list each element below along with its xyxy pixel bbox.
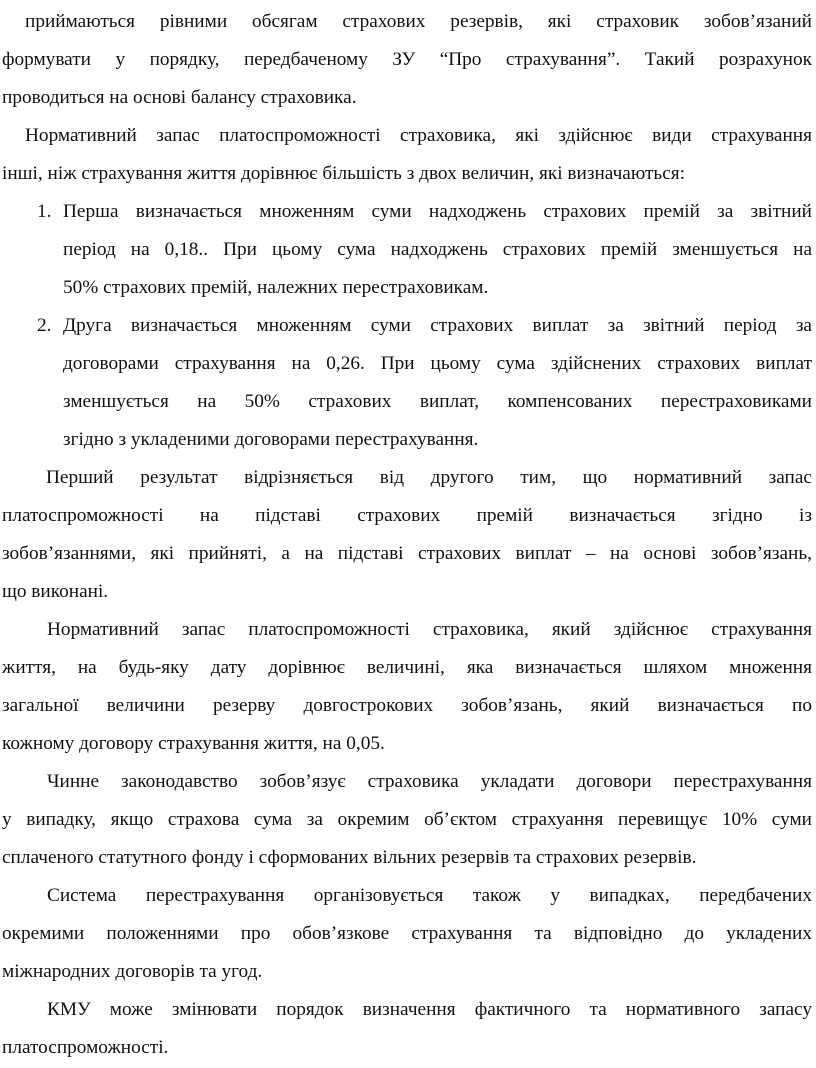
- text-line: зменшується на 50% страхових виплат, компенсованих перестраховиками: [63, 391, 812, 412]
- text-line: сплаченого статутного фонду і сформованих вільних резервів та страхових резервів.: [2, 847, 697, 868]
- text-line: міжнародних договорів та угод.: [2, 961, 263, 982]
- text-line: загальної величини резерву довгострокових зобов’язань, який визначається по: [2, 695, 812, 716]
- list-item: [2, 307, 812, 345]
- text-line: Перша визначається множенням суми надходжень страхових премій за звітний: [63, 201, 812, 222]
- text-line: Друга визначається множенням суми страхових виплат за звітний період за: [63, 315, 812, 336]
- text-line: Система перестрахування організовується також у випадках, передбачених: [47, 885, 812, 906]
- text-line: Нормативний запас платоспроможності страховика, який здійснює страхування: [47, 619, 812, 640]
- list-number: 1.: [37, 201, 52, 222]
- text-line: формувати у порядку, передбаченому ЗУ “Про страхування”. Такий розрахунок: [2, 49, 812, 70]
- text-line: кожному договору страхування життя, на 0,05.: [2, 733, 385, 754]
- text-line: проводиться на основі балансу страховика.: [2, 87, 357, 108]
- text-line: інші, ніж страхування життя дорівнює більшість з двох величин, які визначаються:: [2, 163, 685, 184]
- text-line: Нормативний запас платоспроможності страховика, які здійснює види страхування: [25, 125, 812, 146]
- text-line: у випадку, якщо страхова сума за окремим об’єктом страхуання перевищує 10% суми: [2, 809, 812, 830]
- text-line: що виконані.: [2, 581, 109, 602]
- list-number: 2.: [37, 315, 52, 336]
- text-line: КМУ може змінювати порядок визначення фактичного та нормативного запасу: [47, 999, 812, 1020]
- text-line: договорами страхування на 0,26. При цьому сума здійснених страхових виплат: [63, 353, 812, 374]
- text-line: приймаються рівними обсягам страхових резервів, які страховик зобов’язаний: [25, 11, 812, 32]
- text-line: Чинне законодавство зобов’язує страховика укладати договори перестрахування: [47, 771, 812, 792]
- text-line: 50% страхових премій, належних перестраховикам.: [63, 277, 489, 298]
- text-line: життя, на будь-яку дату дорівнює величині, яка визначається шляхом множення: [2, 657, 812, 678]
- text-line: згідно з укладеними договорами перестрахування.: [63, 429, 479, 450]
- text-line: платоспроможності.: [2, 1037, 169, 1058]
- text-line: платоспроможності на підставі страхових премій визначається згідно із: [2, 505, 812, 526]
- text-line: зобов’язаннями, які прийняті, а на підставі страхових виплат – на основі зобов’язань,: [2, 543, 812, 564]
- text-line: період на 0,18.. При цьому сума надходжень страхових премій зменшується на: [63, 239, 812, 260]
- list-item: [2, 193, 812, 231]
- text-line: окремими положеннями про обов’язкове страхування та відповідно до укладених: [2, 923, 812, 944]
- text-line: Перший результат відрізняється від другого тим, що нормативний запас: [46, 467, 812, 488]
